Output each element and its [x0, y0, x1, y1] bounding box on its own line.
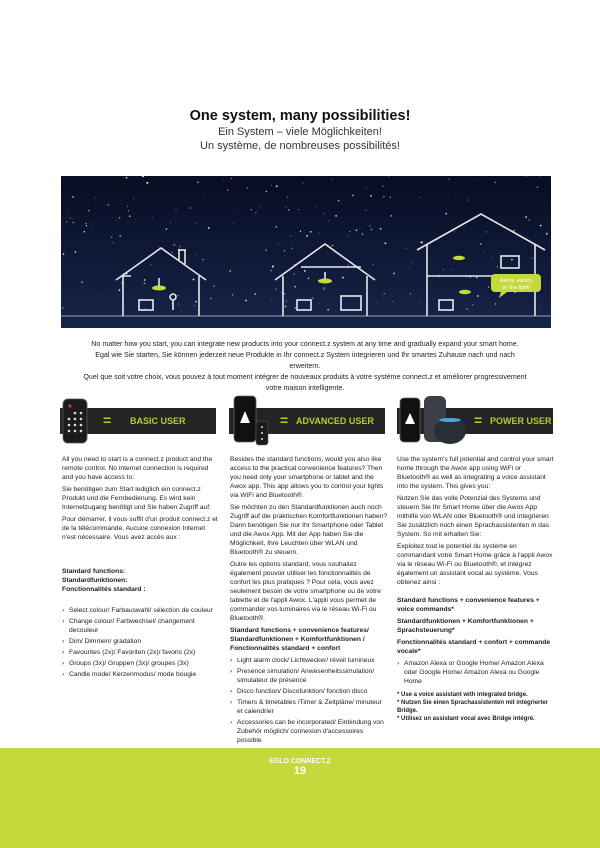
- list-item: › Dim/ Dimmen/ gradation: [62, 637, 220, 646]
- star: [247, 188, 248, 189]
- star: [152, 217, 153, 218]
- star: [179, 246, 180, 247]
- star: [495, 303, 496, 304]
- advanced-user-label: ADVANCED USER: [296, 416, 374, 426]
- star: [291, 248, 293, 250]
- star: [324, 289, 325, 290]
- star: [265, 249, 266, 250]
- star: [335, 215, 337, 217]
- star: [92, 224, 93, 225]
- remote-control-icon: [60, 397, 96, 445]
- star: [285, 306, 287, 308]
- star: [266, 191, 267, 192]
- list-item: › Amazon Alexa or Google Home/ Amazon Alexa oder Google Home/ Amazon Alexa ou Google Home: [397, 659, 555, 686]
- basic-fr: Pour démarrer, il vous suffit d'un produit connect.z et de la télécommande. Aucune connexion Internet n'est nécessaire. Vous avez accès aux :: [62, 516, 218, 541]
- star: [497, 266, 498, 267]
- star: [197, 181, 199, 183]
- star: [537, 186, 539, 188]
- star: [271, 300, 272, 301]
- smartphone-icon: [230, 395, 274, 447]
- basic-heading-en: Standard functions:: [62, 568, 126, 575]
- star: [310, 231, 312, 233]
- star: [101, 195, 102, 196]
- star: [290, 235, 291, 236]
- star: [546, 233, 548, 235]
- star: [98, 295, 99, 296]
- star: [210, 298, 211, 299]
- page-footer: [0, 748, 600, 848]
- star: [113, 242, 114, 243]
- star: [300, 231, 301, 232]
- subtitle-fr: Un système, de nombreuses possibilités!: [200, 140, 400, 152]
- star: [85, 223, 86, 224]
- star: [232, 294, 234, 296]
- bubble-text-1: Alexa, switch: [499, 278, 533, 284]
- star: [409, 267, 410, 268]
- star: [185, 240, 186, 241]
- intro-de: Egal wie Sie starten, Sie können jederzeit neue Produkte in Ihr connect.z System integrieren und Ihr smartes Zuhause nach und nach erweitern.: [95, 351, 515, 370]
- star: [88, 210, 89, 211]
- star: [95, 205, 96, 206]
- star: [195, 301, 197, 303]
- power-heading-en: Standard functions + convenience features + voice commands*: [397, 597, 540, 613]
- star: [223, 179, 224, 180]
- star: [237, 209, 238, 210]
- power-feature-list: [397, 659, 555, 686]
- basic-en: All you need to start is a connect.z product and the remote control. No internet connection is required and you have access to:: [62, 456, 213, 481]
- star: [193, 279, 195, 281]
- star: [304, 270, 306, 272]
- star: [178, 304, 179, 305]
- star: [486, 231, 487, 232]
- star: [254, 293, 256, 295]
- star: [119, 235, 121, 237]
- star: [406, 248, 407, 249]
- page-number: 19: [293, 765, 307, 777]
- power-fr: Exploitez tout le potentiel du système en commandant votre Smart Home grâce à l'appli Awox via le réseau Wi-Fi ou Bluetooth®, et intégrez également un assistant vocal au système. Vous obtenez ainsi :: [397, 543, 553, 586]
- star: [275, 289, 276, 290]
- advanced-fr: Outre les options standard, vous souhaitez également pouvoir utiliser les fonctionnalités de confort les plus pratiques ? Pour cela, vous avez seulement besoin de votre smartphone ou de votre tablette et de l'appli Awox. L'appli vous permet de commander vos luminaires via le réseau Wi-Fi ou Bluetooth®.: [230, 561, 381, 622]
- intro-fr: Quel que soit votre choix, vous pouvez à tout moment intégrer de nouveaux produits à votre système connect.z et améliorer progressivement votre maison intelligente.: [83, 373, 527, 392]
- star: [540, 176, 541, 177]
- power-heading-fr: Fonctionnalités standard + confort + commande vocale*: [397, 639, 551, 655]
- star: [323, 287, 325, 289]
- star: [349, 231, 350, 232]
- star: [230, 270, 231, 271]
- star: [477, 295, 479, 297]
- star: [390, 215, 392, 217]
- star: [196, 255, 197, 256]
- star: [308, 278, 309, 279]
- star: [445, 213, 447, 215]
- star: [348, 235, 349, 236]
- star: [306, 235, 308, 237]
- star: [116, 220, 117, 221]
- star: [294, 307, 296, 309]
- star: [66, 221, 68, 223]
- star: [259, 206, 260, 207]
- star: [95, 197, 96, 198]
- star: [276, 185, 278, 187]
- star: [119, 217, 120, 218]
- star: [62, 307, 63, 308]
- star: [146, 182, 148, 184]
- star: [301, 251, 302, 252]
- star: [332, 179, 333, 180]
- star: [194, 305, 195, 306]
- power-en: Use the system's full potential and control your smart home through the Awox app using WiFi or Bluetooth® as well as integrating a voice assistant into the system. This gives you:: [397, 456, 554, 490]
- star: [272, 266, 274, 268]
- star: [108, 204, 110, 206]
- subtitle-de: Ein System – viele Möglichkeiten!: [218, 126, 382, 138]
- star: [365, 210, 366, 211]
- star: [63, 253, 65, 255]
- star: [67, 209, 68, 210]
- page-title: One system, many possibilities!: [189, 108, 411, 124]
- star: [119, 289, 121, 291]
- power-user-label: POWER USER: [490, 416, 552, 426]
- star: [538, 200, 539, 201]
- star: [316, 206, 317, 207]
- star: [540, 225, 542, 227]
- star: [371, 229, 373, 231]
- star: [342, 277, 344, 279]
- star: [295, 286, 296, 287]
- star: [480, 243, 482, 245]
- star: [278, 250, 279, 251]
- star: [202, 259, 203, 260]
- star: [143, 181, 144, 182]
- star: [369, 225, 370, 226]
- star: [333, 252, 334, 253]
- star: [281, 292, 282, 293]
- star: [159, 247, 160, 248]
- star: [531, 245, 532, 246]
- list-item: › Presence simulation/ Anwesenheitssimulation/ simulateur de présence: [230, 667, 388, 685]
- list-item: › Timers & timetables /Timer & Zeitpläne/ minuteur et calendrier: [230, 698, 388, 716]
- star: [231, 178, 232, 179]
- star: [373, 264, 374, 265]
- star: [383, 294, 384, 295]
- star: [448, 194, 449, 195]
- advanced-heading-fr: Fonctionnalités standard + confort: [230, 645, 341, 652]
- star: [448, 179, 449, 180]
- basic-heading-de: Standardfunktionen:: [62, 577, 128, 584]
- list-item: › Groups (3x)/ Gruppen (3x)/ groupes (3x): [62, 659, 220, 668]
- bubble-text-2: on the light!: [501, 285, 531, 291]
- star: [129, 215, 131, 217]
- night-houses-illustration: [61, 176, 551, 328]
- star: [295, 232, 296, 233]
- star: [393, 273, 395, 275]
- star: [532, 258, 533, 259]
- star: [75, 251, 77, 253]
- star: [388, 176, 389, 177]
- star: [443, 269, 444, 270]
- basic-feature-list: [62, 606, 220, 679]
- star: [348, 265, 349, 266]
- star: [384, 242, 386, 244]
- list-item: › Candle mode/ Kerzenmodus/ mode bougie: [62, 670, 220, 679]
- star: [410, 293, 411, 294]
- star: [233, 223, 234, 224]
- voice-assistant-icon: [398, 393, 470, 447]
- star: [323, 213, 324, 214]
- star: [362, 234, 363, 235]
- power-user-equals: =: [474, 412, 483, 428]
- star: [213, 286, 214, 287]
- list-item: › Favourites (2x)/ Favoriten (2x)/ favoris (2x): [62, 648, 220, 657]
- star: [513, 230, 515, 232]
- star: [451, 269, 452, 270]
- star: [477, 180, 478, 181]
- star: [406, 178, 407, 179]
- list-item: › Light alarm clock/ Lichtwecker/ réveil lumineux: [230, 656, 388, 665]
- basic-user-label: BASIC USER: [130, 416, 186, 426]
- star: [499, 252, 500, 253]
- star: [144, 283, 145, 284]
- star: [539, 308, 540, 309]
- star: [166, 228, 168, 230]
- star: [86, 225, 87, 226]
- power-heading-de: Standardfunktionen + Komfortfunktionen + Sprachsteuerung*: [397, 618, 534, 634]
- houses-svg: [61, 176, 551, 328]
- basic-heading-fr: Fonctionnalités standard :: [62, 586, 146, 593]
- star: [303, 183, 304, 184]
- star: [204, 192, 205, 193]
- star: [278, 244, 279, 245]
- advanced-en: Besides the standard functions, would you also like access to the practical convenience features? Then you need only your smartphone or tablet and the Awox app. This app allows you to control your lights via WiFi and Bluetooth®.: [230, 456, 384, 499]
- star: [412, 262, 413, 263]
- intro-en: No matter how you start, you can integrate new products into your connect.z system at any time and gradually expand your smart home.: [91, 340, 519, 348]
- star: [84, 231, 86, 233]
- star: [466, 308, 468, 310]
- star: [492, 258, 493, 259]
- star: [381, 177, 382, 178]
- star: [270, 270, 272, 272]
- star: [284, 250, 286, 252]
- star: [127, 206, 128, 207]
- star: [332, 245, 334, 247]
- star: [384, 293, 385, 294]
- star: [392, 301, 393, 302]
- star: [329, 220, 330, 221]
- star: [294, 273, 295, 274]
- advanced-de: Sie möchten zu den Standardfunktionen auch noch Zugriff auf die praktischen Komfortfunktionen haben? Dann benötigen Sie nur Ihr Smartphone oder Tablet und die Awox App. Mit der App haben Sie die Möglichkeit, Ihre Leuchten über WLAN und Bluetooth® zu steuern.: [230, 504, 388, 556]
- star: [177, 295, 178, 296]
- list-item: › Disco function/ Discofunktion/ fonction disco: [230, 687, 388, 696]
- star: [472, 304, 473, 305]
- star: [256, 214, 257, 215]
- intro-text: [80, 339, 530, 394]
- star: [419, 242, 420, 243]
- star: [468, 257, 469, 258]
- advanced-user-equals: =: [280, 412, 289, 428]
- star: [72, 196, 74, 198]
- star: [390, 197, 391, 198]
- star: [319, 303, 320, 304]
- star: [208, 227, 210, 229]
- star: [284, 293, 285, 294]
- star: [173, 244, 175, 246]
- star: [72, 222, 73, 223]
- star: [476, 277, 477, 278]
- star: [230, 261, 231, 262]
- star: [81, 281, 83, 283]
- footnote-de: * Nutzen Sie einen Sprachassistenten mit integrierter Bridge.: [397, 700, 549, 714]
- star: [191, 305, 192, 306]
- advanced-heading-en: Standard functions + convenience features/: [230, 627, 369, 634]
- star: [454, 231, 455, 232]
- star: [327, 309, 328, 310]
- star: [319, 233, 320, 234]
- star: [360, 228, 361, 229]
- star: [266, 250, 268, 252]
- star: [276, 226, 277, 227]
- star: [366, 187, 367, 188]
- list-item: › Select colour/ Farbauswahl/ sélection de couleur: [62, 606, 220, 615]
- power-user-column: [397, 455, 555, 723]
- advanced-heading-de: Standardfunktionen + Komfortfunktionen /: [230, 636, 365, 643]
- star: [286, 301, 288, 303]
- star: [298, 209, 299, 210]
- star: [170, 223, 171, 224]
- star: [133, 198, 134, 199]
- star: [364, 189, 365, 190]
- star: [285, 207, 286, 208]
- basic-user-column: [62, 455, 220, 681]
- star: [376, 302, 377, 303]
- star: [245, 300, 247, 302]
- star: [227, 189, 229, 191]
- star: [196, 223, 197, 224]
- power-de: Nutzen Sie das volle Potenzial des Systems und steuern Sie Ihr Smart Home über die Awox App mithilfe von WLAN oder Bluetooth® und integrieren Sie zusätzlich noch einen Sprachassistenten in das System. So mit erhalten Sie:: [397, 495, 550, 538]
- star: [420, 197, 421, 198]
- star: [383, 196, 385, 198]
- footer-brand: EGLO CONNECT.Z: [269, 758, 331, 765]
- footnote-fr: * Utilisez un assistant vocal avec Bridge intégré.: [397, 716, 535, 722]
- star: [312, 297, 314, 299]
- star: [111, 236, 113, 238]
- star: [467, 200, 468, 201]
- star: [128, 210, 130, 212]
- star: [182, 278, 183, 279]
- star: [352, 195, 354, 197]
- star: [175, 209, 176, 210]
- star: [126, 177, 128, 179]
- advanced-feature-list: [230, 656, 388, 745]
- star: [205, 310, 206, 311]
- star: [255, 212, 256, 213]
- star: [151, 264, 152, 265]
- page-heading: [0, 107, 600, 153]
- basic-de: Sie benötigen zum Start lediglich ein connect.z Produkt und die Fernbedienung. Es wird kein Internetzugang benötigt und Sie haben Zugriff auf:: [62, 486, 211, 511]
- star: [382, 186, 383, 187]
- star: [525, 216, 527, 218]
- star: [483, 252, 484, 253]
- star: [488, 287, 489, 288]
- star: [144, 279, 146, 281]
- star: [251, 209, 252, 210]
- star: [288, 209, 290, 211]
- star: [511, 259, 513, 261]
- star: [420, 301, 421, 302]
- star: [221, 245, 222, 246]
- advanced-user-column: [230, 455, 388, 747]
- star: [182, 241, 183, 242]
- star: [421, 241, 423, 243]
- footnote-en: * Use a voice assistant with integrated bridge.: [397, 692, 528, 698]
- star: [380, 228, 382, 230]
- star: [528, 219, 529, 220]
- star: [416, 219, 417, 220]
- star: [271, 185, 272, 186]
- list-item: › Accessories can be incorporated/ Einbindung von Zubehör möglich/ connexion d'accessoires possible: [230, 718, 388, 745]
- star: [287, 196, 288, 197]
- star: [495, 182, 497, 184]
- star: [190, 207, 192, 209]
- star: [338, 200, 340, 202]
- star: [356, 229, 358, 231]
- list-item: › Change colour/ Farbwechsel/ changement decouleur: [62, 617, 220, 635]
- star: [171, 252, 172, 253]
- star: [370, 195, 372, 197]
- star: [70, 217, 71, 218]
- basic-user-equals: =: [103, 412, 112, 428]
- star: [364, 195, 365, 196]
